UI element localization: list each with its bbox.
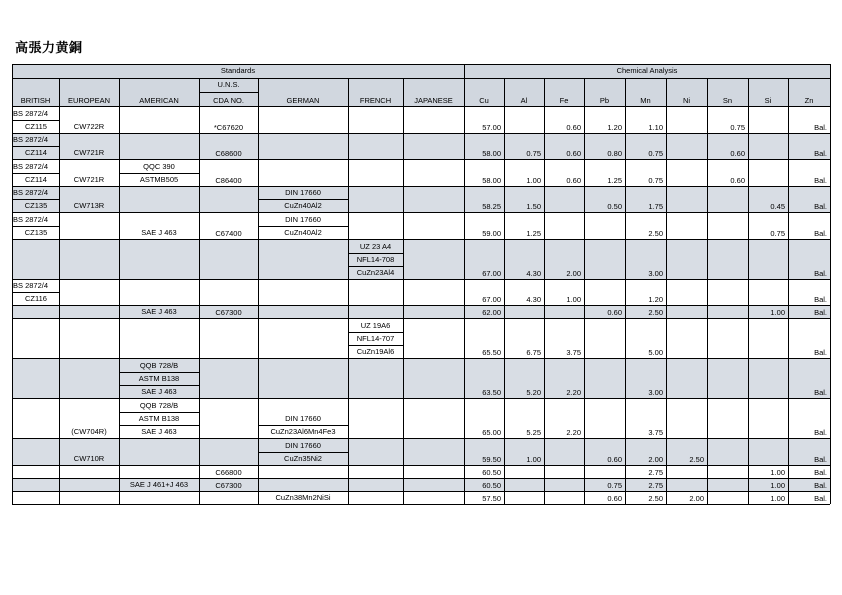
- column-rule: [403, 78, 404, 504]
- cell-al: 5.25: [526, 428, 541, 437]
- cell-cda: [199, 358, 258, 398]
- cell-al: [504, 106, 544, 133]
- cell-zn: Bal.: [814, 202, 827, 211]
- cell-si: [748, 279, 788, 306]
- cell-pb: 0.60: [607, 454, 622, 464]
- row-rule: [12, 292, 59, 293]
- uns-label: U.N.S.: [217, 79, 240, 89]
- cell-ni: 2.00: [689, 493, 704, 503]
- cell-al: 5.20: [526, 388, 541, 397]
- cell-cda: C68600: [215, 149, 242, 158]
- cell-british: BS 2872/4: [13, 161, 49, 171]
- cell-cda: C66800: [215, 467, 242, 477]
- cell-pb: 0.50: [607, 202, 622, 211]
- cell-ni: [666, 133, 707, 160]
- cell-pb: [584, 358, 625, 398]
- cell-cda: C67300: [215, 480, 242, 490]
- cell-german: DIN 17660: [285, 414, 321, 423]
- cell-american: QQB 728/B: [139, 401, 179, 410]
- cell-cu: 58.00: [482, 175, 501, 185]
- cell-mn: 3.75: [648, 428, 663, 437]
- cell-mn: 1.10: [648, 122, 663, 132]
- cell-pb: 0.80: [607, 149, 622, 158]
- cell-mn: 2.50: [648, 493, 663, 503]
- cell-british: CZ135: [24, 201, 48, 210]
- column-header-si: Si: [764, 96, 772, 105]
- column-rule: [707, 78, 708, 504]
- cell-pb: 1.20: [607, 122, 622, 132]
- cell-european: CW722R: [73, 121, 105, 131]
- cell-cu: 67.00: [482, 268, 501, 278]
- cell-fe: [544, 186, 584, 213]
- cell-ni: [666, 398, 707, 438]
- cell-fe: 2.00: [566, 268, 581, 278]
- column-header-cda: CDA NO.: [213, 96, 244, 105]
- cell-al: 1.25: [526, 228, 541, 238]
- column-rule: [348, 78, 349, 504]
- cell-sn: [707, 305, 748, 318]
- cell-al: 0.75: [526, 149, 541, 158]
- cell-ni: [666, 159, 707, 186]
- column-header-zn: Zn: [804, 96, 814, 105]
- cell-british: CZ114: [25, 148, 47, 157]
- cell-american: SAE J 463: [141, 387, 177, 396]
- cell-sn: [707, 398, 748, 438]
- column-rule: [12, 64, 13, 504]
- cell-pb: [584, 239, 625, 279]
- cell-zn: Bal.: [814, 493, 827, 503]
- cell-german: DIN 17660: [285, 188, 321, 197]
- cell-fe: [544, 478, 584, 491]
- cell-pb: 1.25: [607, 175, 622, 185]
- cell-sn: 0.60: [730, 175, 745, 185]
- cell-si: [748, 133, 788, 160]
- cell-cu: 63.50: [482, 388, 501, 397]
- cell-si: [748, 106, 788, 133]
- cell-si: 1.00: [770, 493, 785, 503]
- cell-al: [504, 465, 544, 478]
- cell-zn: Bal.: [814, 175, 827, 185]
- column-header-french: FRENCH: [359, 96, 392, 105]
- row-rule: [12, 504, 830, 505]
- cell-cda: [199, 398, 258, 438]
- column-header-european: EUROPEAN: [67, 96, 111, 105]
- column-header-cu: Cu: [479, 96, 489, 105]
- cell-german: DIN 17660: [285, 440, 321, 450]
- cell-british: BS 2872/4: [13, 108, 49, 118]
- cell-cu: 67.00: [482, 295, 501, 304]
- cell-cda: *C67620: [213, 122, 244, 132]
- column-rule: [544, 78, 545, 504]
- cell-si: 1.00: [770, 480, 785, 490]
- cell-cda: C67400: [215, 228, 242, 238]
- cell-al: 4.30: [526, 268, 541, 278]
- cell-si: [748, 239, 788, 279]
- row-rule: [348, 345, 403, 346]
- column-rule: [830, 64, 831, 504]
- cell-ni: [666, 478, 707, 491]
- cell-zn: Bal.: [814, 428, 827, 437]
- cell-american: SAE J 461+J 463: [129, 479, 189, 489]
- cell-american: ASTM B138: [138, 414, 180, 423]
- cell-sn: [707, 186, 748, 213]
- column-header-british: BRITISH: [20, 96, 51, 105]
- cell-american: SAE J 463: [141, 427, 177, 436]
- column-header-pb: Pb: [599, 96, 610, 105]
- cell-zn: Bal.: [814, 308, 827, 317]
- cell-british: CZ114: [25, 174, 47, 184]
- cell-zn: Bal.: [814, 228, 827, 238]
- cell-si: 1.00: [770, 308, 785, 317]
- cell-cu: 59.00: [482, 228, 501, 238]
- chemical-group-label: Chemical Analysis: [616, 65, 678, 75]
- cell-european: CW710R: [73, 453, 105, 463]
- cell-pb: 0.60: [607, 493, 622, 503]
- cell-si: 1.00: [770, 467, 785, 477]
- cell-ni: 2.50: [689, 454, 704, 464]
- cell-ni: [666, 305, 707, 318]
- column-rule: [199, 78, 200, 504]
- column-rule: [584, 78, 585, 504]
- cell-ni: [666, 465, 707, 478]
- cell-sn: [707, 318, 748, 358]
- cell-fe: [544, 212, 584, 239]
- cell-ni: [666, 279, 707, 306]
- cell-sn: [707, 279, 748, 306]
- cell-sn: [707, 438, 748, 465]
- cell-ni: [666, 318, 707, 358]
- cell-mn: 0.75: [648, 149, 663, 158]
- cell-mn: 0.75: [648, 175, 663, 185]
- column-header-mn: Mn: [640, 96, 651, 105]
- row-rule: [12, 199, 59, 200]
- row-rule: [12, 64, 830, 65]
- row-rule: [119, 372, 199, 373]
- column-header-american: AMERICAN: [139, 96, 179, 105]
- cell-mn: 1.75: [648, 202, 663, 211]
- cell-al: 1.00: [526, 175, 541, 185]
- cell-zn: Bal.: [814, 454, 827, 464]
- cell-si: [748, 358, 788, 398]
- row-rule: [12, 173, 59, 174]
- cell-british: BS 2872/4: [13, 281, 49, 290]
- cell-european: CW721R: [73, 174, 105, 184]
- cell-zn: Bal.: [814, 122, 827, 132]
- cell-mn: 1.20: [648, 295, 663, 304]
- cell-german: CuZn40Al2: [284, 227, 322, 237]
- cell-ni: [666, 358, 707, 398]
- cell-al: 4.30: [526, 295, 541, 304]
- column-header-fe: Fe: [559, 96, 569, 105]
- cell-pb: 0.60: [607, 308, 622, 317]
- page-title: 高張力黄銅: [15, 41, 83, 56]
- row-rule: [348, 266, 403, 267]
- cell-zn: Bal.: [814, 295, 827, 304]
- cell-cu: 65.00: [482, 428, 501, 437]
- column-rule: [59, 78, 60, 504]
- column-rule: [464, 64, 465, 504]
- column-header-german: GERMAN: [286, 96, 320, 105]
- column-rule: [625, 78, 626, 504]
- cell-german: CuZn38Mn2NiSi: [275, 492, 331, 502]
- cell-american: ASTM B138: [138, 374, 180, 383]
- cell-cu: 57.50: [482, 493, 501, 503]
- cell-ni: [666, 239, 707, 279]
- cell-german: DIN 17660: [285, 214, 321, 224]
- cell-zn: Bal.: [814, 149, 827, 158]
- cell-british: BS 2872/4: [13, 135, 49, 144]
- cell-pb: [584, 318, 625, 358]
- cell-mn: 2.75: [648, 480, 663, 490]
- cell-si: [748, 159, 788, 186]
- cell-ni: [666, 212, 707, 239]
- cell-zn: Bal.: [814, 467, 827, 477]
- cell-sn: [707, 478, 748, 491]
- cell-british: BS 2872/4: [13, 188, 49, 197]
- cell-sn: 0.60: [730, 149, 745, 158]
- column-header-sn: Sn: [722, 96, 733, 105]
- cell-cda: [199, 318, 258, 358]
- cell-al: [504, 491, 544, 504]
- cell-si: [748, 398, 788, 438]
- column-rule: [748, 78, 749, 504]
- cell-british: CZ115: [25, 121, 47, 131]
- cell-pb: [584, 212, 625, 239]
- cell-sn: [707, 491, 748, 504]
- row-rule: [199, 92, 258, 93]
- cell-mn: 2.00: [648, 454, 663, 464]
- cell-sn: [707, 239, 748, 279]
- cell-mn: 3.00: [648, 388, 663, 397]
- cell-american: ASTMB505: [139, 174, 179, 184]
- cell-al: 1.50: [526, 202, 541, 211]
- standards-group-label: Standards: [220, 65, 256, 75]
- column-rule: [504, 78, 505, 504]
- cell-french: NFL14-707: [356, 334, 395, 343]
- cell-mn: 2.50: [648, 308, 663, 317]
- cell-cu: 60.50: [482, 467, 501, 477]
- column-header-al: Al: [520, 96, 528, 105]
- alloy-standards-table: [12, 64, 830, 507]
- cell-al: [504, 305, 544, 318]
- cell-cu: 62.00: [482, 308, 501, 317]
- cell-fe: [544, 305, 584, 318]
- cell-zn: Bal.: [814, 480, 827, 490]
- row-rule: [119, 385, 199, 386]
- column-rule: [119, 78, 120, 504]
- cell-mn: 2.75: [648, 467, 663, 477]
- row-rule: [348, 253, 403, 254]
- cell-european: CW713R: [73, 201, 105, 210]
- cell-cu: 59.50: [482, 454, 501, 464]
- cell-american: QQB 728/B: [139, 361, 179, 370]
- cell-fe: [544, 465, 584, 478]
- cell-sn: [707, 358, 748, 398]
- row-rule: [119, 173, 199, 174]
- cell-french: UZ 23 A4: [359, 241, 392, 251]
- cell-fe: 3.75: [566, 348, 581, 357]
- cell-british: BS 2872/4: [13, 214, 49, 224]
- cell-al: [504, 478, 544, 491]
- cell-pb: [584, 398, 625, 438]
- cell-american: SAE J 463: [141, 227, 177, 237]
- row-rule: [119, 425, 199, 426]
- cell-sn: [707, 465, 748, 478]
- row-rule: [258, 452, 348, 453]
- cell-cu: 65.50: [482, 348, 501, 357]
- cell-french: NFL14-708: [356, 254, 395, 264]
- cell-cu: 57.00: [482, 122, 501, 132]
- cell-si: [748, 438, 788, 465]
- cell-cda: [199, 186, 258, 213]
- row-rule: [12, 146, 59, 147]
- cell-german: CuZn40Al2: [284, 201, 322, 210]
- cell-cda: [199, 491, 258, 504]
- cell-fe: 2.20: [566, 428, 581, 437]
- cell-american: SAE J 463: [141, 307, 177, 316]
- cell-ni: [666, 106, 707, 133]
- cell-cda: [199, 279, 258, 306]
- cell-al: 6.75: [526, 348, 541, 357]
- cell-american: QQC 390: [143, 161, 175, 171]
- cell-si: 0.75: [770, 228, 785, 238]
- cell-sn: 0.75: [730, 122, 745, 132]
- cell-cu: 60.50: [482, 480, 501, 490]
- row-rule: [348, 332, 403, 333]
- cell-ni: [666, 186, 707, 213]
- cell-german: CuZn23Al6Mn4Fe3: [270, 427, 336, 436]
- row-rule: [12, 120, 59, 121]
- cell-zn: Bal.: [814, 388, 827, 397]
- row-rule: [258, 199, 348, 200]
- cell-cda: C86400: [215, 175, 242, 185]
- cell-fe: [544, 491, 584, 504]
- cell-british: CZ135: [24, 227, 48, 237]
- cell-european: (CW704R): [71, 427, 107, 436]
- cell-si: [748, 318, 788, 358]
- cell-french: UZ 19A6: [360, 321, 391, 330]
- cell-fe: [544, 438, 584, 465]
- row-rule: [12, 226, 59, 227]
- cell-mn: 2.50: [648, 228, 663, 238]
- row-rule: [258, 226, 348, 227]
- cell-pb: 0.75: [607, 480, 622, 490]
- cell-sn: [707, 212, 748, 239]
- cell-si: 0.45: [770, 202, 785, 211]
- column-rule: [788, 78, 789, 504]
- cell-fe: 0.60: [566, 122, 581, 132]
- cell-al: 1.00: [526, 454, 541, 464]
- cell-fe: 2.20: [566, 388, 581, 397]
- cell-fe: 1.00: [566, 295, 581, 304]
- cell-british: CZ116: [25, 294, 47, 303]
- cell-cda: [199, 239, 258, 279]
- column-rule: [666, 78, 667, 504]
- cell-fe: 0.60: [566, 175, 581, 185]
- row-rule: [258, 425, 348, 426]
- cell-fe: 0.60: [566, 149, 581, 158]
- column-rule: [258, 78, 259, 504]
- column-header-ni: Ni: [682, 96, 691, 105]
- column-header-japanese: JAPANESE: [414, 96, 453, 105]
- cell-pb: [584, 279, 625, 306]
- cell-french: CuZn23Al4: [356, 267, 395, 277]
- cell-cu: 58.25: [482, 202, 501, 211]
- cell-zn: Bal.: [814, 268, 827, 278]
- cell-mn: 3.00: [648, 268, 663, 278]
- cell-cda: C67300: [215, 308, 242, 317]
- cell-german: CuZn35Ni2: [284, 453, 322, 463]
- cell-cu: 58.00: [482, 149, 501, 158]
- row-rule: [119, 412, 199, 413]
- cell-pb: [584, 465, 625, 478]
- cell-french: CuZn19Al6: [356, 347, 395, 356]
- cell-mn: 5.00: [648, 348, 663, 357]
- cell-cda: [199, 438, 258, 465]
- cell-european: CW721R: [73, 148, 105, 157]
- cell-zn: Bal.: [814, 348, 827, 357]
